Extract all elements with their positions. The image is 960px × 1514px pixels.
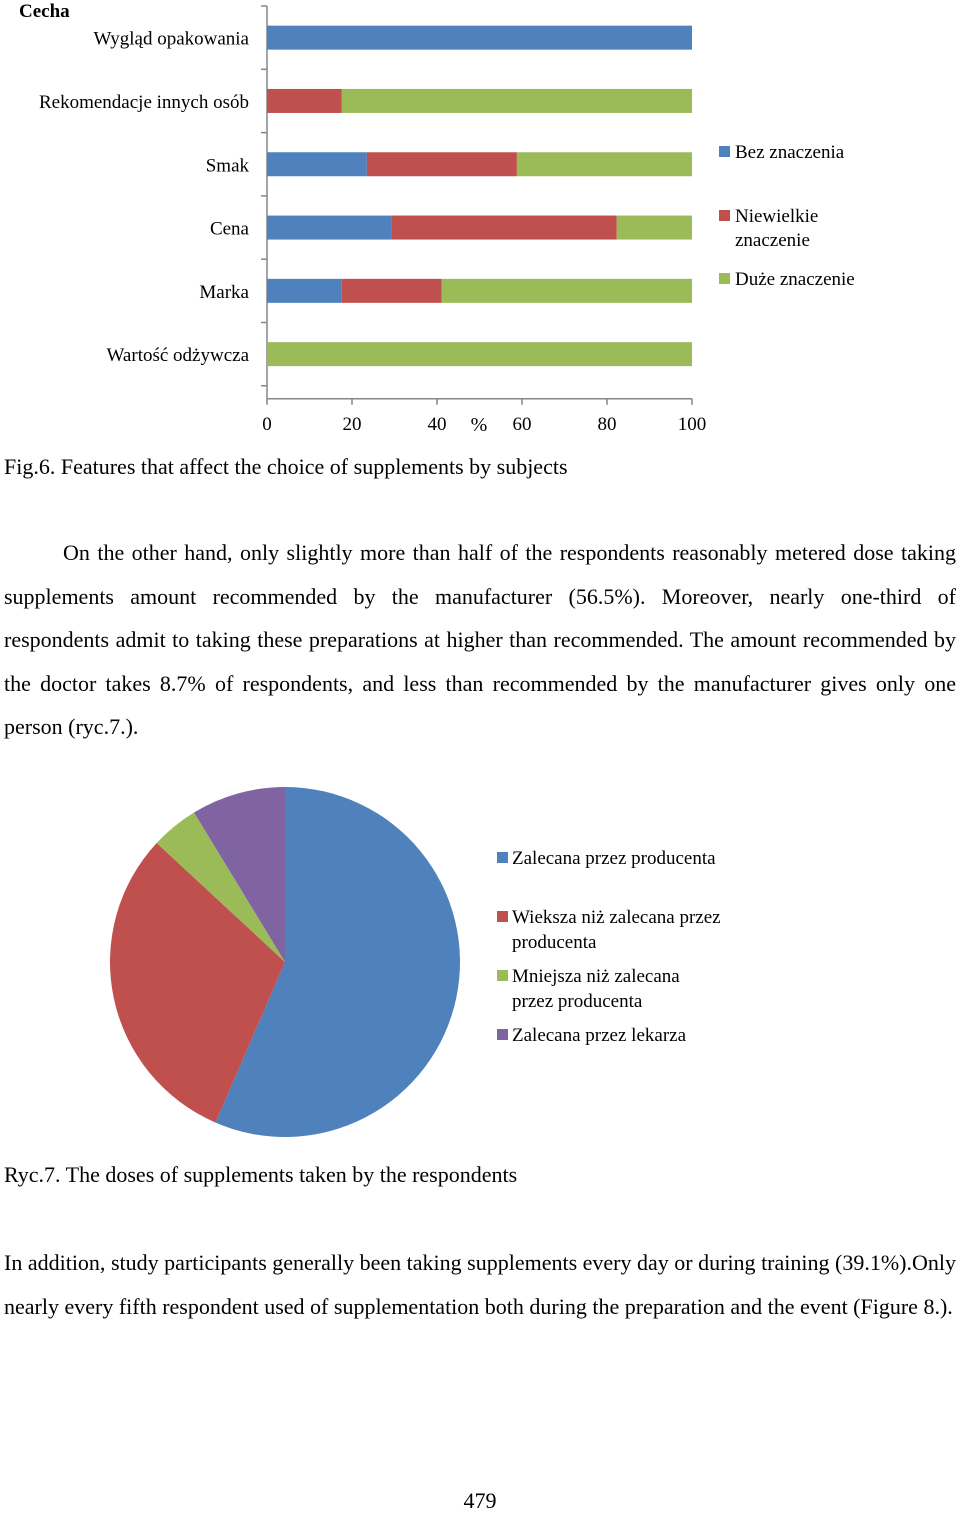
x-axis-label: %	[470, 414, 488, 436]
chart-legend	[719, 142, 855, 290]
bar-segment	[342, 279, 442, 303]
legend-label: Mniejsza niż zalecana	[512, 966, 680, 987]
x-tick-label: 0	[262, 413, 272, 435]
x-tick-label: 60	[512, 413, 532, 435]
legend-swatch	[719, 273, 730, 284]
bar-segment	[517, 152, 692, 176]
bar-segment	[267, 279, 342, 303]
legend-swatch	[497, 911, 508, 922]
category-label: Smak	[205, 155, 249, 177]
legend-swatch	[497, 970, 508, 981]
x-tick-label: 20	[342, 413, 362, 435]
legend-label: producenta	[512, 932, 597, 953]
legend-label: Bez znaczenia	[735, 142, 845, 163]
legend-label: Wieksza niż zalecana przez	[512, 907, 721, 928]
bar-segment	[367, 152, 517, 176]
legend-swatch	[719, 210, 730, 221]
bar-segment	[392, 216, 617, 240]
body-paragraph-1: On the other hand, only slightly more than half of the respondents reasonably metered dose taking supplements amount recommended by the manufacturer (56.5%). Moreover, nearly one-third of respondents admit to taking these preparations at higher than recommended. The amount recommended by the doctor takes 8.7% of respondents, and less than recommended by the manufacturer gives only one person (ryc.7.).	[4, 540, 956, 739]
chart-legend	[497, 848, 721, 1046]
bar-segment	[342, 89, 692, 113]
bar-chart	[0, 0, 960, 440]
bar-segment	[617, 216, 692, 240]
legend-swatch	[719, 146, 730, 157]
x-tick-label: 100	[677, 413, 707, 435]
legend-label: Zalecana przez lekarza	[512, 1025, 687, 1046]
figure-caption-6: Fig.6. Features that affect the choice of supplements by subjects	[4, 454, 568, 479]
bar-segment	[267, 89, 342, 113]
chart-title: Cecha	[19, 1, 70, 22]
legend-label: znaczenie	[735, 230, 810, 251]
legend-swatch	[497, 1029, 508, 1040]
legend-label: Duże znaczenie	[735, 269, 855, 290]
category-label: Wartość odżywcza	[106, 345, 249, 367]
legend-label: Zalecana przez producenta	[512, 848, 716, 869]
page-number: 479	[463, 1488, 497, 1513]
bar-segment	[267, 342, 692, 366]
bar-segment	[267, 26, 692, 50]
body-paragraph-2: In addition, study participants generally been taking supplements every day or during training (39.1%).Only nearly every fifth respondent used of supplementation both during the preparation and the event (Figure 8.).	[4, 1250, 956, 1319]
bar-segment	[267, 216, 392, 240]
legend-swatch	[497, 852, 508, 863]
bar-segment	[267, 152, 367, 176]
legend-label: Niewielkie	[735, 206, 819, 227]
category-label: Rekomendacje innych osób	[38, 91, 249, 113]
category-label: Cena	[209, 218, 249, 240]
x-tick-label: 40	[427, 413, 447, 435]
bar-segment	[442, 279, 692, 303]
category-labels	[39, 29, 250, 367]
category-label: Wygląd opakowania	[93, 28, 249, 50]
bar-segments	[267, 26, 692, 367]
pie-slices	[110, 787, 460, 1137]
x-tick-label: 80	[597, 413, 617, 435]
legend-label: przez producenta	[512, 991, 643, 1012]
figure-caption-7: Ryc.7. The doses of supplements taken by the respondents	[4, 1162, 518, 1187]
category-label: Marka	[199, 281, 249, 303]
pie-chart	[0, 770, 960, 1150]
